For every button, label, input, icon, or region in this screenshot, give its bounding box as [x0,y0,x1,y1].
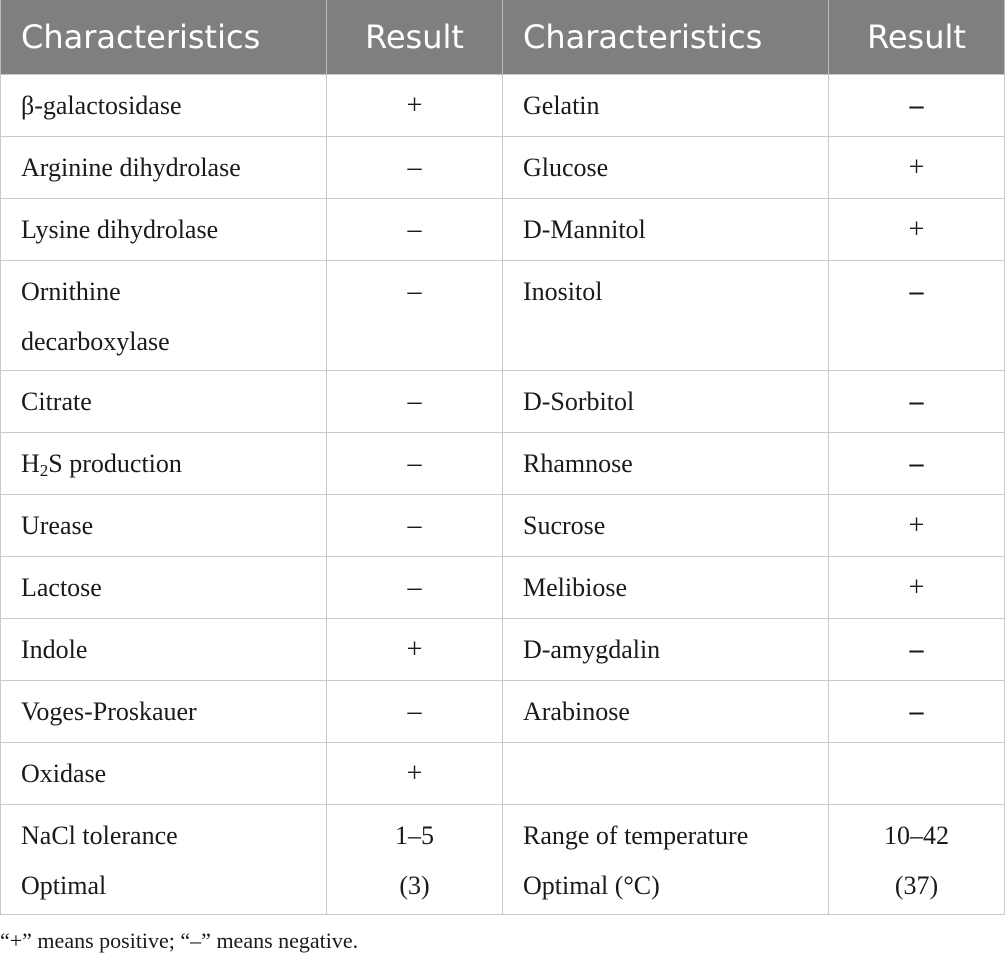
result-cell: + [327,742,503,804]
result-cell: – [327,370,503,432]
temperature-line1: Range of temperature [523,820,749,850]
result-cell: – [829,370,1005,432]
header-characteristics-2: Characteristics [503,0,829,74]
characteristic-cell: Ornithine decarboxylase [1,260,327,370]
table-footnote: “+” means positive; “–” means negative. [0,928,359,953]
result-cell: – [327,136,503,198]
temperature-range: 10–42 [884,820,949,850]
characteristic-cell: Glucose [503,136,829,198]
characteristic-cell [1,804,327,914]
table-row [1,618,1005,680]
result-cell: + [829,136,1005,198]
result-cell: – [829,432,1005,494]
characteristic-cell [503,742,829,804]
characteristic-cell: D-Mannitol [503,198,829,260]
characteristic-cell: Voges-Proskauer [1,680,327,742]
nacl-line1: NaCl tolerance [21,820,178,850]
result-cell: + [327,618,503,680]
result-cell: – [829,618,1005,680]
header-characteristics-1: Characteristics [1,0,327,74]
result-cell [829,742,1005,804]
characteristic-cell: Arabinose [503,680,829,742]
result-cell: – [829,680,1005,742]
characteristic-cell: Inositol [503,260,829,370]
table-row [1,370,1005,432]
table-row [1,680,1005,742]
table-row [1,198,1005,260]
result-cell: + [829,556,1005,618]
nacl-line2: Optimal [21,870,107,900]
temperature-optimal: (37) [894,870,939,900]
table-row [1,260,1005,370]
characteristic-cell [1,432,327,494]
characteristic-cell: Sucrose [503,494,829,556]
result-cell: + [829,494,1005,556]
header-result-2: Result [829,0,1005,74]
characteristic-cell: Citrate [1,370,327,432]
table-row [1,804,1005,914]
characteristic-cell: Melibiose [503,556,829,618]
header-row [1,0,1005,74]
characteristic-cell: Indole [1,618,327,680]
table-row [1,136,1005,198]
characteristic-cell: Lysine dihydrolase [1,198,327,260]
table-row [1,742,1005,804]
characteristic-cell: Arginine dihydrolase [1,136,327,198]
characteristic-cell: D-Sorbitol [503,370,829,432]
characteristic-cell: Lactose [1,556,327,618]
table-row [1,556,1005,618]
characteristic-cell: Gelatin [503,74,829,136]
characteristic-cell [503,804,829,914]
result-cell: – [829,74,1005,136]
result-cell: – [327,556,503,618]
table-row [1,74,1005,136]
h2s-h: H [21,448,40,478]
table-row [1,494,1005,556]
result-cell: – [327,432,503,494]
result-cell: – [327,260,503,370]
characteristic-cell: Urease [1,494,327,556]
result-cell [829,804,1005,914]
result-cell: – [829,260,1005,370]
result-cell [327,804,503,914]
result-cell: + [829,198,1005,260]
nacl-optimal: (3) [399,870,430,900]
result-cell: – [327,494,503,556]
temperature-line2: Optimal (°C) [523,870,660,900]
result-cell: + [327,74,503,136]
table-row [1,432,1005,494]
result-cell: – [327,198,503,260]
characteristic-cell: D-amygdalin [503,618,829,680]
h2s-subscript: 2 [39,460,49,480]
header-result-1: Result [327,0,503,74]
h2s-rest: S production [48,448,182,478]
characteristic-cell: β-galactosidase [1,74,327,136]
characteristic-cell: Rhamnose [503,432,829,494]
nacl-range: 1–5 [395,820,434,850]
characteristic-cell: Oxidase [1,742,327,804]
result-cell: – [327,680,503,742]
